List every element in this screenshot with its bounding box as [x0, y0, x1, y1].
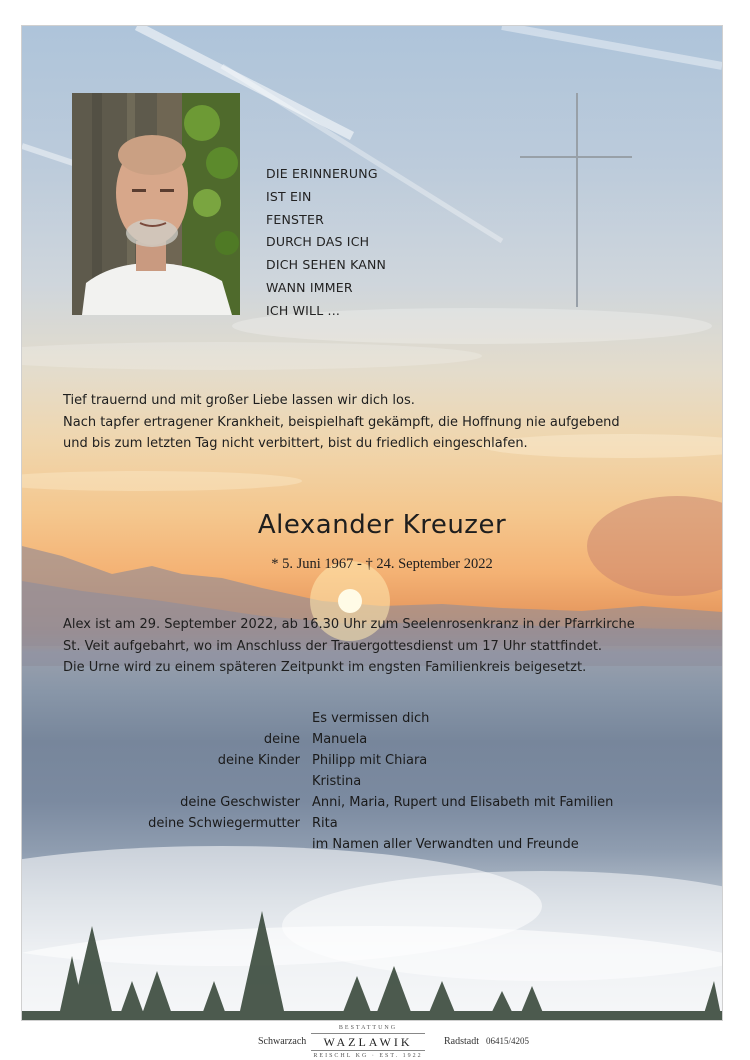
mourner-relation [22, 708, 312, 729]
logo-rule [311, 1033, 425, 1034]
mourner-names: Es vermissen dich [312, 711, 430, 726]
portrait-photo [72, 93, 240, 315]
mourners-list [22, 708, 722, 855]
logo-top-text: BESTATTUNG [338, 1025, 398, 1031]
info-line: Alex ist am 29. September 2022, ab 16.30 Uhr zum Seelenrosenkranz in der Pfarrkirche [63, 617, 635, 632]
poem-line: WANN IMMER [266, 279, 353, 295]
info-line: Die Urne wird zu einem späteren Zeitpunkt im engsten Familienkreis beigesetzt. [63, 660, 587, 675]
mourner-row [22, 771, 722, 792]
mourner-relation [22, 834, 312, 855]
mourner-names: Kristina [312, 774, 362, 789]
poem-line: FENSTER [266, 211, 324, 227]
footer-location-right: Radstadt [444, 1036, 479, 1047]
mourner-relation [22, 771, 312, 792]
service-info [63, 614, 713, 679]
mourner-relation: deine Kinder [217, 753, 300, 768]
mourner-names: Manuela [312, 732, 368, 747]
intro-line: Tief trauernd und mit großer Liebe lassen wir dich los. [63, 393, 415, 408]
mourner-row [22, 792, 722, 813]
mourner-relation: deine [263, 732, 300, 747]
mourner-names: Philipp mit Chiara [312, 753, 428, 768]
poem [266, 163, 386, 323]
logo-rule [311, 1050, 425, 1051]
mourner-names: im Namen aller Verwandten und Freunde [312, 837, 579, 852]
intro-line: und bis zum letzten Tag nicht verbittert, bist du friedlich eingeschlafen. [63, 436, 528, 451]
poem-line: DIE ERINNERUNG [266, 166, 378, 181]
intro-line: Nach tapfer ertragener Krankheit, beispielhaft gekämpft, die Hoffnung nie aufgebend [63, 414, 620, 430]
mourner-row [22, 813, 722, 834]
poem-line: DURCH DAS ICH [266, 234, 370, 250]
mourner-names: Anni, Maria, Rupert und Elisabeth mit Familien [312, 795, 614, 810]
logo-name: WAZLAWIK [323, 1035, 413, 1049]
logo-sub-text: REISCHL KG · EST. 1922 [313, 1053, 423, 1059]
mourner-relation: deine Geschwister [180, 795, 300, 810]
footer-location-left: Schwarzach [258, 1036, 307, 1047]
cross-icon [576, 93, 578, 307]
poem-line: DICH SEHEN KANN [266, 257, 387, 273]
mourner-relation: deine Schwiegermutter [148, 816, 300, 831]
mourner-row [22, 834, 722, 855]
cross-icon-bar [520, 156, 632, 158]
intro-text [63, 390, 703, 455]
mourner-row [22, 708, 722, 729]
obituary-card [22, 26, 722, 1020]
mourner-row [22, 750, 722, 771]
deceased-name: Alexander Kreuzer [257, 510, 507, 540]
footer-phone: 06415/4205 [486, 1036, 530, 1046]
mourner-names: Rita [312, 816, 338, 831]
poem-line: ICH WILL ... [266, 302, 341, 318]
poem-line: IST EIN [266, 188, 312, 204]
funeral-home-footer [0, 1022, 750, 1060]
life-dates: * 5. Juni 1967 - † 24. September 2022 [271, 556, 493, 572]
info-line: St. Veit aufgebahrt, wo im Anschluss der Trauergottesdienst um 17 Uhr stattfindet. [63, 638, 603, 654]
mourner-row [22, 729, 722, 750]
funeral-home-logo [303, 1024, 433, 1058]
